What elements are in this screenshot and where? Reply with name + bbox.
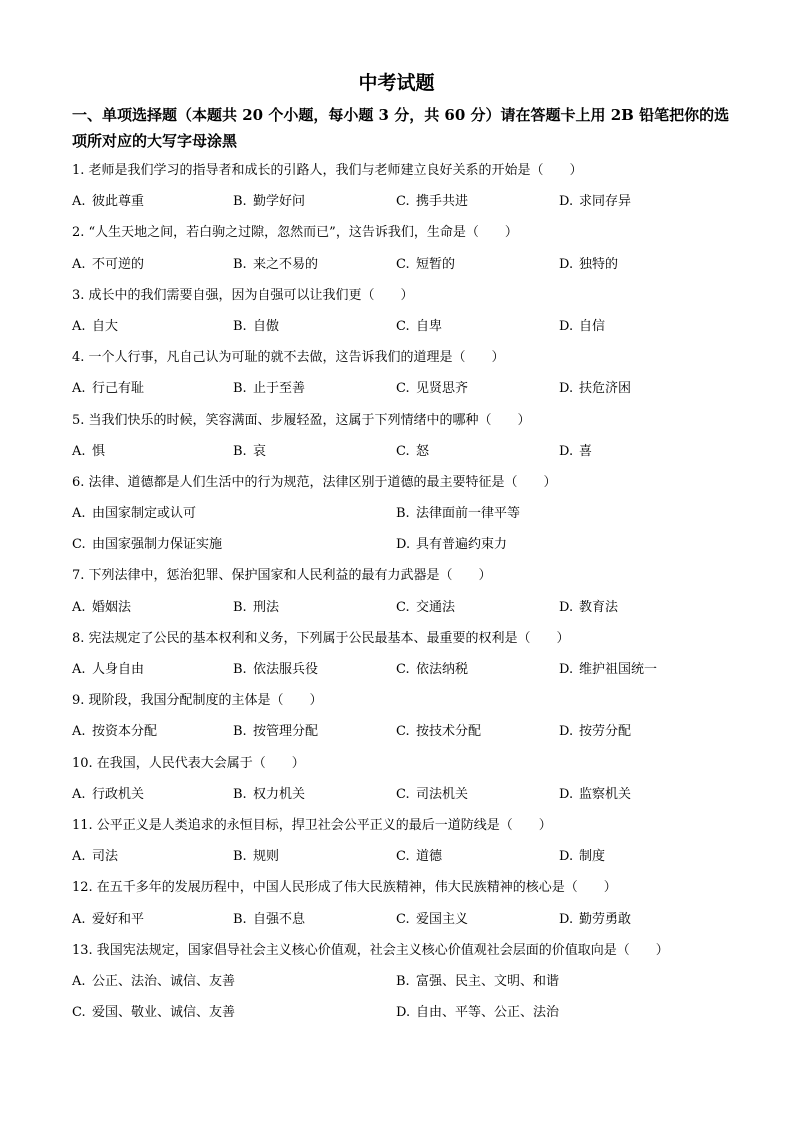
- option-d[interactable]: [396, 529, 507, 560]
- question-stem: 7. 下列法律中，惩治犯罪、保护国家和人民利益的最有力武器是（ ）: [72, 568, 492, 584]
- option-text: 哀: [253, 443, 267, 459]
- option-d[interactable]: [559, 592, 618, 623]
- option-text: 自傲: [253, 318, 280, 334]
- option-letter: B.: [233, 194, 247, 210]
- option-letter: C.: [396, 786, 410, 802]
- option-a[interactable]: [72, 904, 144, 935]
- option-a[interactable]: [72, 436, 105, 467]
- option-text: 维护祖国统一: [579, 662, 658, 677]
- option-letter: A.: [72, 662, 86, 677]
- option-b[interactable]: [396, 966, 559, 997]
- option-text: 由国家制定或认可: [92, 506, 197, 522]
- option-letter: C.: [72, 537, 86, 553]
- option-text: 监察机关: [579, 786, 632, 802]
- option-text: 制度: [579, 849, 606, 865]
- option-row: [72, 249, 732, 280]
- option-row: [72, 779, 732, 810]
- option-text: 公正、法治、诚信、友善: [92, 973, 236, 989]
- question-list: [72, 155, 732, 1028]
- option-letter: D.: [396, 537, 411, 553]
- option-c[interactable]: [396, 592, 455, 623]
- option-letter: C.: [396, 256, 410, 272]
- option-row: [72, 654, 732, 685]
- option-letter: B.: [233, 849, 247, 865]
- option-a[interactable]: [72, 779, 144, 810]
- option-c[interactable]: [396, 904, 468, 935]
- option-row: [72, 997, 732, 1028]
- option-letter: D.: [559, 849, 574, 865]
- option-letter: A.: [72, 318, 86, 334]
- option-b[interactable]: [233, 654, 318, 685]
- question-stem: 11. 公平正义是人类追求的永恒目标，捍卫社会公平正义的最后一道防线是（ ）: [72, 817, 552, 833]
- option-letter: A.: [72, 786, 86, 802]
- option-text: 扶危济困: [579, 381, 632, 397]
- option-c[interactable]: [396, 654, 468, 685]
- option-letter: A.: [72, 599, 86, 615]
- option-c[interactable]: [396, 311, 442, 342]
- option-letter: D.: [559, 381, 574, 397]
- option-row: [72, 186, 732, 217]
- option-text: 刑法: [253, 599, 280, 615]
- option-d[interactable]: [559, 436, 592, 467]
- option-letter: C.: [396, 194, 410, 210]
- option-text: 按劳分配: [579, 724, 632, 740]
- option-text: 教育法: [579, 599, 619, 615]
- option-text: 喜: [579, 443, 593, 459]
- option-text: 惧: [92, 443, 106, 459]
- option-a[interactable]: [72, 498, 196, 529]
- option-row: [72, 716, 732, 747]
- option-c[interactable]: [396, 373, 468, 404]
- option-letter: D.: [559, 786, 574, 802]
- option-text: 司法: [92, 849, 119, 865]
- option-text: 婚姻法: [92, 599, 132, 615]
- question-stem: 10. 在我国，人民代表大会属于（ ）: [72, 755, 305, 771]
- question-stem: 4. 一个人行事，凡自己认为可耻的就不去做，这告诉我们的道理是（ ）: [72, 350, 505, 366]
- option-text: 独特的: [579, 256, 619, 272]
- option-b[interactable]: [233, 592, 279, 623]
- option-text: 司法机关: [416, 786, 469, 802]
- question-stem: 3. 成长中的我们需要自强，因为自强可以让我们更（ ）: [72, 287, 414, 303]
- option-text: 止于至善: [253, 381, 306, 397]
- option-letter: B.: [233, 256, 247, 272]
- option-a[interactable]: [72, 841, 118, 872]
- option-letter: A.: [72, 194, 86, 210]
- option-letter: B.: [396, 973, 410, 989]
- option-letter: B.: [233, 443, 247, 459]
- option-d[interactable]: [559, 779, 631, 810]
- option-row: [72, 592, 732, 623]
- option-letter: D.: [559, 662, 574, 677]
- option-c[interactable]: [72, 997, 235, 1028]
- option-d[interactable]: [559, 249, 618, 280]
- option-letter: A.: [72, 849, 86, 865]
- option-row: [72, 436, 732, 467]
- question-stem: 8. 宪法规定了公民的基本权利和义务，下列属于公民最基本、最重要的权利是（ ）: [72, 630, 570, 646]
- option-letter: D.: [559, 911, 574, 927]
- option-text: 规则: [253, 849, 280, 865]
- option-letter: C.: [396, 443, 410, 459]
- option-d[interactable]: [559, 904, 631, 935]
- option-letter: C.: [396, 318, 410, 334]
- option-letter: D.: [559, 194, 574, 210]
- option-row: [72, 904, 732, 935]
- option-c[interactable]: [396, 436, 429, 467]
- option-text: 见贤思齐: [416, 381, 469, 397]
- option-text: 按技术分配: [416, 724, 482, 740]
- option-letter: A.: [72, 973, 86, 989]
- option-d[interactable]: [559, 654, 657, 685]
- option-text: 来之不易的: [253, 256, 319, 272]
- option-d[interactable]: [559, 311, 605, 342]
- option-a[interactable]: [72, 592, 131, 623]
- option-letter: B.: [233, 724, 247, 740]
- option-text: 爱好和平: [92, 911, 145, 927]
- option-text: 行政机关: [92, 786, 145, 802]
- option-text: 依法服兵役: [253, 662, 319, 677]
- option-text: 道德: [416, 849, 443, 865]
- option-letter: C.: [396, 911, 410, 927]
- option-text: 法律面前一律平等: [416, 506, 521, 522]
- option-d[interactable]: [396, 997, 559, 1028]
- option-b[interactable]: [233, 904, 305, 935]
- option-b[interactable]: [396, 498, 520, 529]
- option-row: [72, 529, 732, 560]
- option-c[interactable]: [396, 841, 442, 872]
- option-row: [72, 373, 732, 404]
- option-letter: B.: [233, 786, 247, 802]
- option-text: 自强不息: [253, 911, 306, 927]
- option-row: [72, 311, 732, 342]
- option-text: 交通法: [416, 599, 456, 615]
- option-b[interactable]: [233, 249, 318, 280]
- question-stem: 12. 在五千多年的发展历程中，中国人民形成了伟大民族精神，伟大民族精神的核心是（ ）: [72, 880, 617, 896]
- option-d[interactable]: [559, 373, 631, 404]
- option-text: 依法纳税: [416, 662, 469, 677]
- option-text: 求同存异: [579, 194, 632, 210]
- option-d[interactable]: [559, 186, 631, 217]
- option-letter: B.: [233, 381, 247, 397]
- option-letter: D.: [559, 318, 574, 334]
- option-text: 自由、平等、公正、法治: [416, 1005, 560, 1021]
- option-letter: A.: [72, 724, 86, 740]
- option-c[interactable]: [396, 716, 481, 747]
- option-letter: C.: [396, 724, 410, 740]
- option-letter: A.: [72, 506, 86, 522]
- option-text: 具有普遍约束力: [416, 537, 508, 553]
- option-text: 富强、民主、文明、和谐: [416, 973, 560, 989]
- section-header: 一、单项选择题（本题共 20 个小题，每小题 3 分，共 60 分）请在答题卡上用 2B 铅笔把你的选项所对应的大写字母涂黑: [72, 106, 730, 150]
- option-text: 彼此尊重: [92, 194, 145, 210]
- option-c[interactable]: [72, 529, 222, 560]
- option-text: 怒: [416, 443, 430, 459]
- option-letter: D.: [559, 724, 574, 740]
- option-text: 按管理分配: [253, 724, 319, 740]
- option-letter: B.: [396, 506, 410, 522]
- option-text: 爱国主义: [416, 911, 469, 927]
- option-text: 按资本分配: [92, 724, 158, 740]
- option-text: 自信: [579, 318, 606, 334]
- option-letter: D.: [559, 599, 574, 615]
- option-letter: C.: [396, 662, 410, 677]
- option-a[interactable]: [72, 654, 144, 685]
- option-a[interactable]: [72, 966, 235, 997]
- option-letter: C.: [396, 599, 410, 615]
- option-letter: A.: [72, 443, 86, 459]
- option-b[interactable]: [233, 436, 266, 467]
- option-c[interactable]: [396, 186, 468, 217]
- option-text: 爱国、敬业、诚信、友善: [92, 1005, 236, 1021]
- option-text: 自大: [92, 318, 119, 334]
- option-text: 勤劳勇敢: [579, 911, 632, 927]
- option-text: 权力机关: [253, 786, 306, 802]
- option-letter: D.: [559, 443, 574, 459]
- option-letter: A.: [72, 911, 86, 927]
- option-a[interactable]: [72, 311, 118, 342]
- option-letter: C.: [396, 849, 410, 865]
- option-c[interactable]: [396, 249, 455, 280]
- option-b[interactable]: [233, 373, 305, 404]
- option-b[interactable]: [233, 186, 305, 217]
- option-text: 勤学好问: [253, 194, 306, 210]
- option-letter: A.: [72, 381, 86, 397]
- question-stem: 2. “人生天地之间，若白驹之过隙，忽然而已”，这告诉我们，生命是（ ）: [72, 225, 518, 241]
- question-stem: 1. 老师是我们学习的指导者和成长的引路人，我们与老师建立良好关系的开始是（ ）: [72, 163, 583, 178]
- option-text: 不可逆的: [92, 256, 145, 272]
- option-letter: C.: [396, 381, 410, 397]
- option-letter: B.: [233, 911, 247, 927]
- option-text: 短暂的: [416, 256, 456, 272]
- option-letter: A.: [72, 256, 86, 272]
- option-letter: B.: [233, 662, 247, 677]
- question-stem: 9. 现阶段，我国分配制度的主体是（ ）: [72, 693, 323, 709]
- question-stem: 6. 法律、道德都是人们生活中的行为规范，法律区别于道德的最主要特征是（ ）: [72, 474, 557, 490]
- option-letter: D.: [559, 256, 574, 272]
- option-row: [72, 966, 732, 997]
- option-text: 人身自由: [92, 662, 145, 677]
- option-letter: C.: [72, 1005, 86, 1021]
- page-title: 中考试题: [358, 72, 435, 94]
- option-letter: B.: [233, 318, 247, 334]
- option-letter: B.: [233, 599, 247, 615]
- option-b[interactable]: [233, 311, 279, 342]
- option-text: 由国家强制力保证实施: [92, 537, 223, 553]
- option-letter: D.: [396, 1005, 411, 1021]
- question-stem: 5. 当我们快乐的时候，笑容满面、步履轻盈，这属于下列情绪中的哪种（ ）: [72, 412, 531, 428]
- option-a[interactable]: [72, 373, 144, 404]
- option-c[interactable]: [396, 779, 468, 810]
- option-d[interactable]: [559, 716, 631, 747]
- option-b[interactable]: [233, 716, 318, 747]
- option-a[interactable]: [72, 249, 144, 280]
- option-b[interactable]: [233, 779, 305, 810]
- option-d[interactable]: [559, 841, 605, 872]
- option-a[interactable]: [72, 186, 144, 217]
- option-row: [72, 841, 732, 872]
- question-stem: 13. 我国宪法规定，国家倡导社会主义核心价值观，社会主义核心价值观社会层面的价值取向是（ ）: [72, 942, 669, 958]
- option-text: 携手共进: [416, 194, 469, 210]
- option-text: 行己有耻: [92, 381, 145, 397]
- option-row: [72, 498, 732, 529]
- option-b[interactable]: [233, 841, 279, 872]
- option-a[interactable]: [72, 716, 157, 747]
- option-text: 自卑: [416, 318, 443, 334]
